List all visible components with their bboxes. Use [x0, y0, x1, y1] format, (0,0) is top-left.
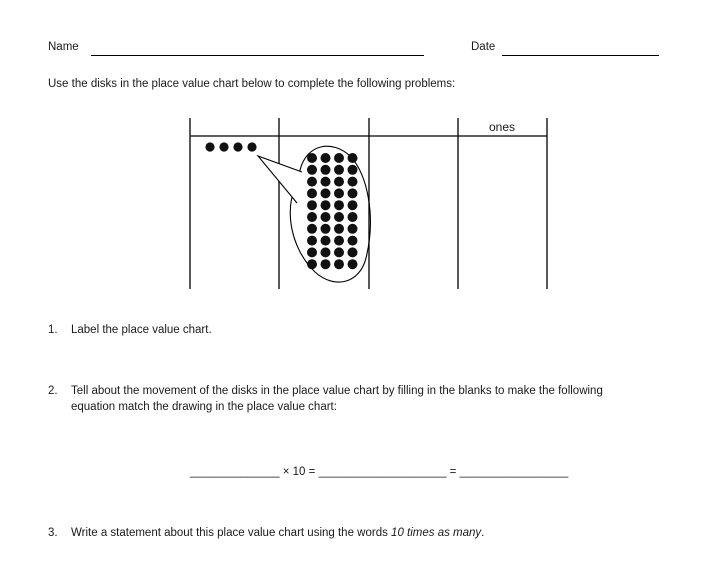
equation-times-ten: × 10 =	[279, 466, 319, 478]
disk	[334, 177, 344, 187]
disk	[307, 247, 317, 257]
disk	[321, 177, 331, 187]
disk	[348, 153, 358, 163]
disk	[321, 224, 331, 234]
disk	[348, 247, 358, 257]
equation-blank-1[interactable]: ______________	[190, 466, 280, 478]
equation-blank-3[interactable]: _________________	[459, 466, 569, 478]
problem-3-text	[71, 527, 484, 539]
disk	[321, 188, 331, 198]
disk	[307, 224, 317, 234]
problem-2-number: 2.	[48, 385, 58, 397]
disk	[334, 224, 344, 234]
disk	[348, 165, 358, 175]
disk	[307, 212, 317, 222]
disk	[348, 212, 358, 222]
regroup-bubble	[290, 146, 370, 282]
disk	[348, 259, 358, 269]
disk	[307, 236, 317, 246]
instructions-text: Use the disks in the place value chart below to complete the following problems:	[48, 78, 456, 90]
regroup-arrow	[258, 156, 302, 203]
disk	[348, 200, 358, 210]
problem-2-text-line1: Tell about the movement of the disks in the place value chart by filling in the blanks to make the following	[71, 385, 603, 397]
problem-3-emphasis: 10 times as many	[391, 527, 482, 539]
date-label: Date	[471, 41, 496, 53]
disk	[334, 259, 344, 269]
problem-2-text-line2: equation match the drawing in the place value chart:	[71, 401, 337, 413]
disk	[247, 142, 256, 151]
equation-equals: =	[446, 466, 460, 478]
disk	[321, 247, 331, 257]
disk	[348, 236, 358, 246]
disk	[321, 212, 331, 222]
disk	[334, 165, 344, 175]
disk	[219, 142, 228, 151]
disk	[334, 188, 344, 198]
disk	[334, 212, 344, 222]
disk	[205, 142, 214, 151]
problem-3-text-prefix: Write a statement about this place value chart using the words	[71, 527, 392, 539]
problem-1-number: 1.	[48, 324, 58, 336]
disk	[307, 259, 317, 269]
disk	[321, 236, 331, 246]
disk	[334, 153, 344, 163]
equation	[190, 466, 568, 478]
disk	[307, 188, 317, 198]
problem-3-text-suffix: .	[481, 527, 485, 539]
disk	[321, 200, 331, 210]
disk	[334, 247, 344, 257]
disk	[307, 177, 317, 187]
disk	[307, 165, 317, 175]
disk	[321, 165, 331, 175]
equation-blank-2[interactable]: ____________________	[318, 466, 447, 478]
disk	[348, 188, 358, 198]
disk	[233, 142, 242, 151]
problem-1-text: Label the place value chart.	[71, 324, 212, 336]
disk	[321, 259, 331, 269]
disk	[307, 200, 317, 210]
disk-group-forty	[307, 153, 358, 269]
disk	[348, 177, 358, 187]
disk	[321, 153, 331, 163]
problem-3-number: 3.	[48, 527, 58, 539]
name-label: Name	[48, 41, 79, 53]
disk	[348, 224, 358, 234]
disk	[334, 200, 344, 210]
disk	[334, 236, 344, 246]
disk	[307, 153, 317, 163]
column-label-ones: ones	[488, 120, 516, 134]
